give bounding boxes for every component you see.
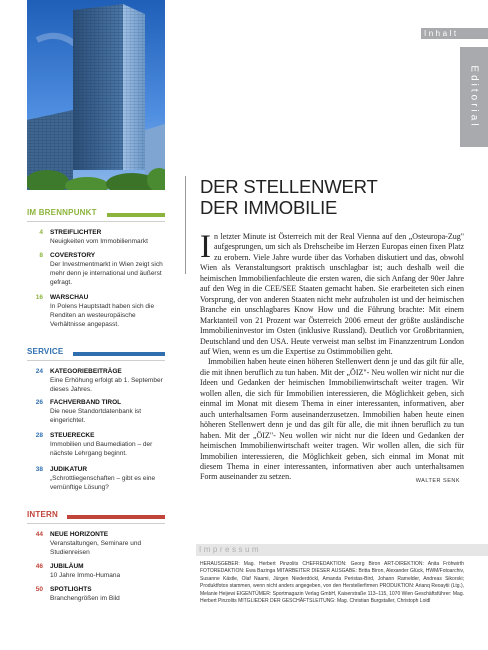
section-accent-bar: [73, 352, 165, 356]
toc-item-kategoriebeitraege[interactable]: [27, 368, 165, 396]
item-description: Die neue Standortdatenbank ist eingerichtet.: [50, 408, 142, 424]
page-number: 24: [35, 368, 43, 375]
item-title: FACHVERBAND TIROL: [50, 399, 122, 406]
skyscraper-image: [27, 0, 165, 190]
section-title: SERVICE: [27, 347, 64, 356]
editorial-label: Editorial: [468, 65, 480, 129]
toc-item-judikatur[interactable]: [27, 466, 165, 494]
section-divider: [27, 360, 165, 361]
section-header-service: [27, 347, 165, 361]
page-number: 46: [35, 563, 43, 570]
cover-photo: [27, 0, 165, 190]
item-description: Veranstaltungen, Seminare und Studienreisen: [50, 540, 142, 556]
inhalt-label: Inhalt: [424, 29, 459, 38]
item-title: JUBILÄUM: [50, 563, 84, 570]
editorial-label-wrap: [460, 47, 488, 147]
toc-item-jubilaeum[interactable]: [27, 563, 165, 583]
page-number: 16: [35, 294, 43, 301]
section-accent-bar: [67, 515, 165, 519]
toc-item-spotlights[interactable]: [27, 586, 165, 606]
item-title: JUDIKATUR: [50, 466, 88, 473]
item-title: WARSCHAU: [50, 294, 89, 301]
impressum-text: HERAUSGEBER: Mag. Herbert Pinzolits CHEFREDAKTION: Georg Biron ART-DIREKTION: Anita Fröhwirth FOTOREDAKTION: Ewa Bazinga MITARBEITER DIESER AUSGABE: Britta Biron, Alexander Glück, HWM/Fotoarchiv, Susanne Kästle, Olaf Naami, Jürgen Niederdöckl, Amanda Peristas-Bird, Johann Ramelder, Andreas Sikorski; Produktfotos stammen, wenn nicht anders angegeben, von den Herstellerfirmen PRODUKTION: Arianq Reoaytii (Ltg.), Melanie Heijewi EIGENTÜMER: Sportmagazin Verlag GmbH, Kaiserstraße 113–115, 1070 Wien Geschäftsführer: Mag. Herbert Pinzolits MITGLIEDER DER GESCHÄFTSLEITUNG: Mag. Christian Burgstaller, Christoph Loidl: [200, 561, 464, 605]
article-author: WALTER SENK: [415, 478, 460, 484]
item-title: SPOTLIGHTS: [50, 586, 92, 593]
headline-rule: [185, 176, 186, 274]
drop-cap: I: [200, 229, 211, 265]
item-title: KATEGORIEBEITRÄGE: [50, 368, 122, 375]
item-description: Branchengrößen im Bild: [50, 595, 120, 602]
item-description: Eine Erhöhung erfolgt ab 1. September dieses Jahres.: [50, 377, 163, 393]
section-header-intern: [27, 510, 165, 524]
headline-line-1: DER STELLENWERT: [200, 176, 378, 197]
headline-line-2: DER IMMOBILIE: [200, 197, 338, 218]
page-number: 26: [35, 399, 43, 406]
page-number: 44: [35, 531, 43, 538]
item-description: 10 Jahre Immo-Humana: [50, 572, 121, 579]
article-body: [200, 229, 464, 483]
paragraph-1: [200, 229, 464, 357]
article-headline: [200, 176, 470, 218]
item-title: STEUERECKE: [50, 432, 95, 439]
section-header-brennpunkt: [27, 208, 165, 222]
page-number: 50: [35, 586, 43, 593]
item-description: In Polens Hauptstadt haben sich die Renditen an westeuropäische Verhältnisse angepasst.: [50, 303, 155, 328]
page-number: 4: [39, 229, 43, 236]
toc-item-warschau[interactable]: [27, 294, 165, 332]
toc-item-steuerecke[interactable]: [27, 432, 165, 460]
page-number: 28: [35, 432, 43, 439]
section-title: IM BRENNPUNKT: [27, 208, 97, 217]
page-number: 8: [39, 252, 43, 259]
item-description: Neuigkeiten vom Immobilienmarkt: [50, 238, 148, 245]
toc-item-coverstory[interactable]: [27, 252, 165, 290]
item-title: COVERSTORY: [50, 252, 96, 259]
paragraph-2: Immobilien haben heute einen höheren Stellenwert denn je und das gilt für alle, die mit ihnen beruflich zu tun haben. Mit der „ÖIZ"- Neu wollen wir nicht nur die Ideen und Gedanken der heimischen Immobilienwirtschaft weiter tragen. Wir wollen allen, die sich für Immobilien interessieren, die Möglichkeit geben, sich einmal im Monat mit diesem Thema in einer interessanten, informativen, aber auch unterhaltsamen Form auseinanderzusetzen. Immobilien haben heute einen höheren Stellenwert denn je und das gilt für alle, die mit ihnen beruflich zu tun haben. Mit der „ÖIZ"- Neu wollen wir nicht nur die Ideen und Gedanken der heimischen Immobilienwirtschaft weiter tragen. Wir wollen allen, die sich für Immobilien interessieren, die Möglichkeit geben, sich einmal im Monat mit diesem Thema in einer interessanten, informativen aber auch unterhaltsamen Form auseinander zu setzen.: [200, 357, 464, 482]
item-title: STREIFLICHTER: [50, 229, 102, 236]
item-description: Der Investmentmarkt in Wien zeigt sich mehr denn je international und äußerst gefragt.: [50, 261, 163, 286]
item-title: NEUE HORIZONTE: [50, 531, 109, 538]
item-description: „Schrottliegenschaften – gibt es eine vernünftige Lösung?: [50, 475, 156, 491]
item-description: Immobilien und Baumediation – der nächste Lehrgang beginnt.: [50, 441, 153, 457]
toc-item-neue-horizonte[interactable]: [27, 531, 165, 559]
section-divider: [27, 221, 165, 222]
toc-item-fachverband-tirol[interactable]: [27, 399, 165, 427]
impressum-label: Impressum: [199, 545, 262, 554]
toc-item-streiflichter[interactable]: [27, 229, 165, 249]
section-title: INTERN: [27, 510, 58, 519]
paragraph-1-text: n letzter Minute ist Österreich mit der Real Vienna auf den „Osteuropa-Zug" aufgesprungen, um sich als Drehscheibe im Herzen Europas einen fixen Platz zu erobern. Viele Jahre wurde über das Vorhaben diskutiert und das, obwohl Wien als Veranstaltungsort praktisch unschlagbar ist; auch deshalb weil die heimischen Immobilienfachleute die ersten waren, die sich Anfang der 90er Jahre auf den Weg in die CEE/SEE Staaten gemacht haben. Sie erarbeiteten sich einen Vorsprung, der von anderen Staaten nicht mehr aufzuholen ist und der heimischen Branche ein unschlagbares Know How und die Führung brachte: Mit einem Marktanteil von 21 Prozent war Österreich 2006 erneut der größte ausländische Immobilieninvestor im Osten (inklusive Russland). Deutlich vor Großbritannien, Deutschland und den USA. Heute verweist man selbst im Finanzzentrum London auf Wien, wenn es um die Expertise zu Ostimmobilien geht.: [200, 232, 464, 356]
section-accent-bar: [107, 213, 165, 217]
page-number: 38: [35, 466, 43, 473]
section-divider: [27, 523, 165, 524]
